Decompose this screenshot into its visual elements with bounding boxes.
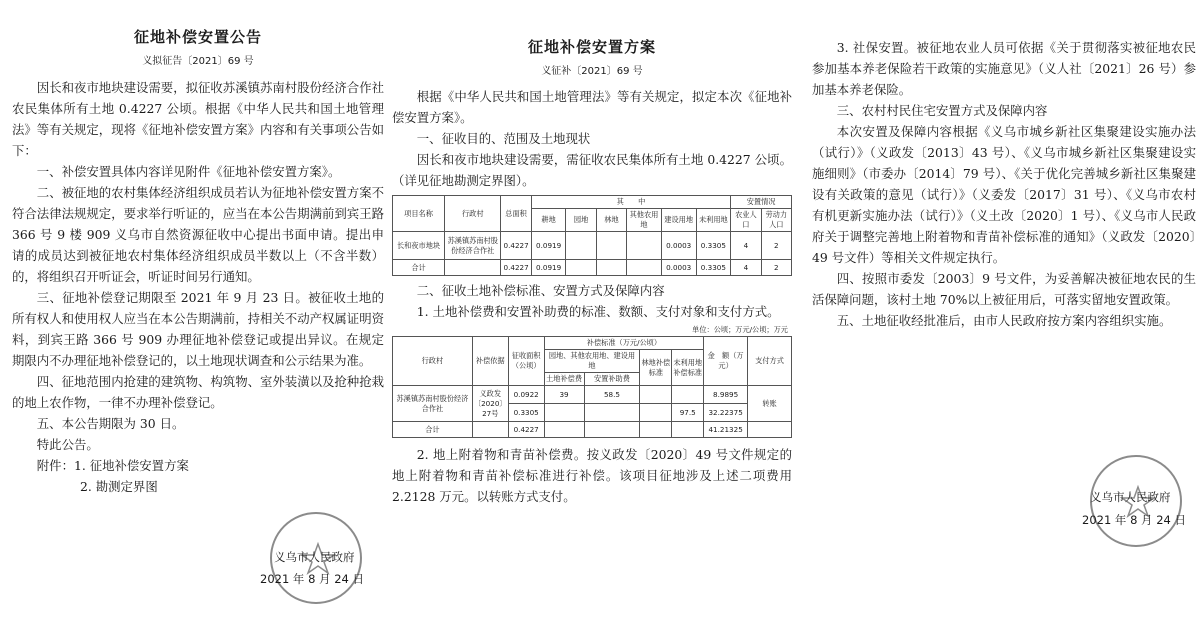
table-cell: 长和夜市地块	[393, 232, 445, 260]
table-cell: 8.9895	[704, 386, 748, 404]
table-header-cell: 总面积	[501, 196, 531, 232]
notice-signature: 义乌市人民政府	[274, 550, 355, 564]
notice-closing: 特此公告。	[36, 437, 99, 452]
table-header-cell: 林地	[596, 209, 626, 232]
plan-doc-number: 义征补〔2021〕69 号	[541, 66, 643, 77]
table-cell	[544, 422, 584, 438]
plan-paragraph-social-security: 3. 社保安置。被征地农业人员可依据《关于贯彻落实被征地农民参加基本养老保险若干政策的实施意见》（义人社〔2021〕26 号）参加基本养老保险。	[812, 40, 1196, 97]
plan-paragraph-4: 四、按照市委发〔2003〕9 号文件，为妥善解决被征地农民的生活保障问题，该村土地 70%以上被征用后，可落实留地安置政策。	[812, 271, 1196, 307]
table-cell	[445, 260, 501, 276]
table-cell	[472, 422, 508, 438]
table-cell-payment: 转账	[748, 386, 792, 422]
plan-continued-column	[812, 0, 1196, 621]
plan-column	[392, 0, 792, 621]
plan-title: 征地补偿安置方案	[527, 38, 656, 56]
table-cell: 4	[731, 232, 761, 260]
table-header-cell: 项目名称	[393, 196, 445, 232]
table-cell	[748, 422, 792, 438]
table-header-cell: 支付方式	[748, 337, 792, 386]
table-header-cell: 补偿标准（万元/公顷）	[544, 337, 704, 350]
table-header-cell: 行政村	[445, 196, 501, 232]
table-header-cell: 建设用地	[661, 209, 696, 232]
table-header-cell: 行政村	[393, 337, 473, 386]
table-header-cell: 未利用地补偿标准	[672, 350, 704, 386]
table-cell: 39	[544, 386, 584, 404]
table-cell: 0.0922	[508, 386, 544, 404]
table-cell-village: 苏溪镇苏南村股份经济合作社	[393, 386, 473, 422]
table-header-cell: 园地	[566, 209, 596, 232]
notice-attachment-2: 2. 勘测定界图	[80, 479, 158, 494]
table-cell: 0.0919	[531, 260, 566, 276]
plan-paragraph-housing: 本次安置及保障内容根据《义乌市城乡新社区集聚建设实施办法（试行）》（义政发〔2013〕43 号）、《义乌市城乡新社区集聚建设实施细则》（市委办〔2014〕79 号）、《关于优化完善城乡新社区集聚建设有关政策的意见（试行）》（义委发〔2017〕31 号）、《义乌市农村有机更新实施办法（试行）》（义土改〔2020〕1 号）、《义乌市人民政府关于调整完善地上附着物和青苗补偿标准的通知》（义政发〔2020〕49 号文件）等相关文件规定执行。	[812, 124, 1196, 265]
table-header-cell: 补偿依据	[472, 337, 508, 386]
notice-paragraph-4: 四、征地范围内抢建的建筑物、构筑物、室外装潢以及抢种抢栽的地上农作物，一律不办理补偿登记。	[12, 374, 384, 410]
table-cell: 合计	[393, 260, 445, 276]
table-header-cell: 劳动力人口	[761, 209, 791, 232]
table-cell: 0.4227	[508, 422, 544, 438]
notice-paragraph-1: 一、补偿安置具体内容详见附件《征地补偿安置方案》。	[36, 164, 341, 179]
table-cell	[640, 386, 672, 404]
table-cell	[672, 386, 704, 404]
table-header-cell: 园地、其他农用地、建设用地	[544, 350, 640, 373]
plan-paragraph-5: 五、土地征收经批准后，由市人民政府按方案内容组织实施。	[836, 313, 1172, 328]
table-header-cell: 农业人口	[731, 209, 761, 232]
table-cell: 32.22375	[704, 404, 748, 422]
table-header-cell: 未利用地	[696, 209, 731, 232]
table-header-cell: 耕地	[531, 209, 566, 232]
table-cell	[627, 232, 662, 260]
plan-signature: 义乌市人民政府	[1090, 490, 1171, 504]
table-row	[393, 260, 792, 276]
plan-paragraph-attachments: 2. 地上附着物和青苗补偿费。按义政发〔2020〕49 号文件规定的地上附着物和青苗补偿标准进行补偿。该项目征地涉及上述二项费用 2.2128 万元。以转账方式支付。	[392, 447, 792, 504]
table-row	[393, 232, 792, 260]
notice-date: 2021 年 8 月 24 日	[260, 572, 364, 586]
table-header-cell: 其 中	[531, 196, 730, 209]
plan-heading-1: 一、征收目的、范围及土地现状	[416, 131, 591, 146]
plan-paragraph-intro: 根据《中华人民共和国土地管理法》等有关规定，拟定本次《征地补偿安置方案》。	[392, 89, 792, 125]
table-unit-note: 单位：公顷；万元/公顷；万元	[692, 325, 788, 334]
table-cell	[640, 422, 672, 438]
plan-date: 2021 年 8 月 24 日	[1082, 513, 1186, 527]
plan-paragraph-scope: 因长和夜市地块建设需要，需征收农民集体所有土地 0.4227 公顷。（详见征地勘测定界图）。	[392, 152, 792, 188]
notice-paragraph-2: 二、被征地的农村集体经济组织成员若认为征地补偿安置方案不符合法律法规规定，要求举行听证的，应当在本公告期满前到宾王路 366 号 9 楼 909 义乌市自然资源征收中心提出书面申请。提出申请的成员达到被征地农村集体经济组织成员半数以上（不含半数）的，将组织召开听证会，听证时间另行通知。	[12, 185, 384, 284]
table-cell	[566, 260, 596, 276]
notice-paragraph-intro: 因长和夜市地块建设需要，拟征收苏溪镇苏南村股份经济合作社农民集体所有土地 0.4227 公顷。根据《中华人民共和国土地管理法》等有关规定，现将《征地补偿安置方案》内容和有关事项公告如下：	[12, 80, 384, 158]
table-cell	[544, 404, 584, 422]
table-cell: 0.0919	[531, 232, 566, 260]
table-header-cell: 金 额（万元）	[704, 337, 748, 386]
table-cell: 合计	[393, 422, 473, 438]
table-cell: 4	[731, 260, 761, 276]
table-cell	[584, 422, 640, 438]
table-cell	[584, 404, 640, 422]
table-header-cell: 征收面积（公顷）	[508, 337, 544, 386]
notice-paragraph-5: 五、本公告期限为 30 日。	[36, 416, 185, 431]
table-cell: 41.21325	[704, 422, 748, 438]
table-cell	[596, 260, 626, 276]
table-cell: 0.0003	[661, 232, 696, 260]
table-cell	[672, 422, 704, 438]
table-header-cell: 安置补助费	[584, 373, 640, 386]
notice-attachment-1: 附件：1. 征地补偿安置方案	[36, 458, 189, 473]
table-cell-basis: 义政发〔2020〕27号	[472, 386, 508, 422]
table-header-cell: 林地补偿标准	[640, 350, 672, 386]
notice-column	[12, 0, 384, 621]
table-cell	[627, 260, 662, 276]
plan-paragraph-compensation: 1. 土地补偿费和安置补助费的标准、数额、支付对象和支付方式。	[416, 304, 780, 319]
table-cell: 58.5	[584, 386, 640, 404]
table-cell: 97.5	[672, 404, 704, 422]
table-header-cell: 土地补偿费	[544, 373, 584, 386]
notice-doc-number: 义拟征告〔2021〕69 号	[142, 56, 254, 67]
table-cell	[596, 232, 626, 260]
plan-heading-2: 二、征收土地补偿标准、安置方式及保障内容	[416, 283, 665, 298]
compensation-table	[392, 336, 792, 438]
table-cell: 2	[761, 260, 791, 276]
table-cell: 0.3305	[508, 404, 544, 422]
table-cell: 2	[761, 232, 791, 260]
notice-paragraph-3: 三、征地补偿登记期限至 2021 年 9 月 23 日。被征收土地的所有权人和使用权人应当在本公告期满前，持相关不动产权属证明资料，到宾王路 366 号 909 办理征地补偿登记或提出异议。在规定期限内不办理征地补偿登记的，以土地现状调查和公示结果为准。	[12, 290, 384, 368]
table-cell	[640, 404, 672, 422]
table-row	[393, 422, 792, 438]
plan-heading-3: 三、农村村民住宅安置方式及保障内容	[836, 103, 1048, 118]
table-cell: 0.3305	[696, 232, 731, 260]
table-cell	[566, 232, 596, 260]
land-status-table	[392, 195, 792, 276]
notice-title: 征地补偿安置公告	[133, 28, 262, 46]
table-header-cell: 其他农用地	[627, 209, 662, 232]
table-cell: 苏溪镇苏南村股份经济合作社	[445, 232, 501, 260]
table-cell: 0.4227	[501, 260, 531, 276]
table-cell: 0.4227	[501, 232, 531, 260]
table-cell: 0.3305	[696, 260, 731, 276]
table-row	[393, 386, 792, 404]
table-header-cell: 安置情况	[731, 196, 792, 209]
table-cell: 0.0003	[661, 260, 696, 276]
